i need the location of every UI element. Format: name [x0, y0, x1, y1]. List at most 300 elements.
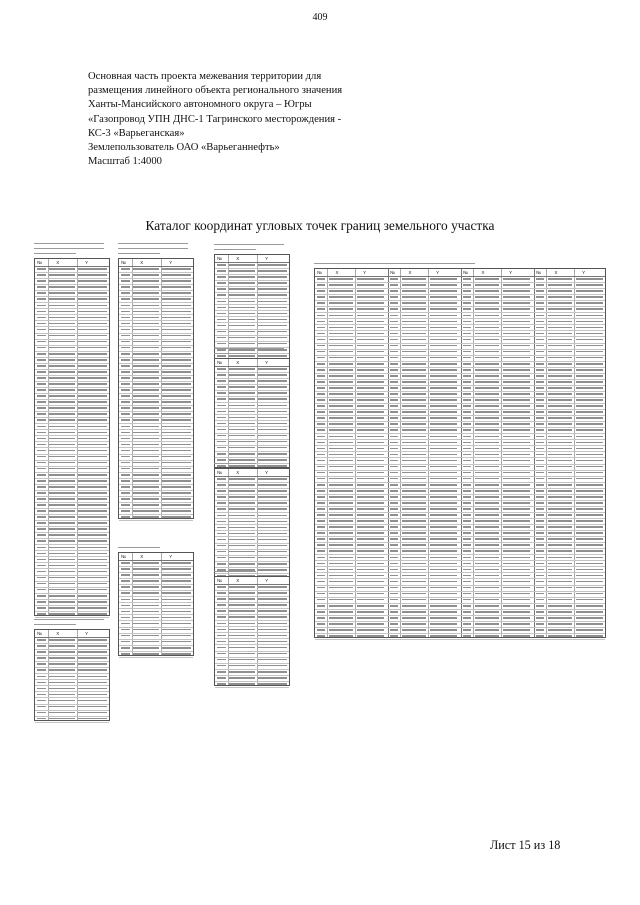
cell-value-illegible [162, 432, 191, 434]
cell-value-illegible [475, 351, 499, 353]
cell-value-illegible [229, 677, 254, 679]
cell-value-illegible [217, 557, 226, 559]
column-header-x: X [408, 270, 412, 275]
cell-value-illegible [357, 454, 385, 456]
cell-value-illegible [503, 581, 531, 583]
cell-value-illegible [503, 351, 531, 353]
cell-value-illegible [475, 278, 499, 280]
cell-value-illegible [402, 569, 426, 571]
cell-value-illegible [49, 335, 74, 337]
cell-value-illegible [329, 417, 353, 419]
cell-value-illegible [121, 480, 130, 482]
cell-value-illegible [548, 599, 572, 601]
cell-value-illegible [37, 492, 46, 494]
cell-value-illegible [78, 426, 107, 428]
cell-value-illegible [37, 468, 46, 470]
cell-value-illegible [430, 429, 458, 431]
cell-value-illegible [37, 559, 46, 561]
cell-value-illegible [49, 450, 74, 452]
cell-value-illegible [49, 589, 74, 591]
cell-value-illegible [463, 399, 472, 401]
cell-value-illegible [548, 429, 572, 431]
cell-value-illegible [430, 508, 458, 510]
caption-stroke [214, 244, 284, 246]
cell-value-illegible [329, 623, 353, 625]
cell-value-illegible [463, 423, 472, 425]
cell-value-illegible [78, 401, 107, 403]
cell-value-illegible [536, 599, 545, 601]
cell-value-illegible [463, 321, 472, 323]
cell-value-illegible [576, 345, 604, 347]
cell-value-illegible [402, 466, 426, 468]
cell-value-illegible [229, 557, 254, 559]
cell-value-illegible [463, 514, 472, 516]
cell-value-illegible [463, 538, 472, 540]
cell-value-illegible [430, 593, 458, 595]
cell-value-illegible [258, 288, 287, 290]
cell-value-illegible [37, 682, 46, 684]
table-row [35, 716, 109, 723]
cell-value-illegible [430, 345, 458, 347]
cell-value-illegible [548, 623, 572, 625]
cell-value-illegible [475, 423, 499, 425]
cell-value-illegible [402, 302, 426, 304]
cell-value-illegible [258, 276, 287, 278]
cell-value-illegible [402, 315, 426, 317]
cell-value-illegible [536, 611, 545, 613]
caption-stroke [34, 253, 76, 255]
cell-value-illegible [37, 329, 46, 331]
cell-value-illegible [357, 538, 385, 540]
cell-value-illegible [475, 411, 499, 413]
cell-value-illegible [133, 438, 158, 440]
cell-value-illegible [229, 484, 254, 486]
cell-value-illegible [390, 623, 399, 625]
cell-value-illegible [317, 557, 326, 559]
cell-value-illegible [390, 333, 399, 335]
cell-value-illegible [78, 712, 107, 714]
cell-value-illegible [329, 460, 353, 462]
cell-value-illegible [229, 447, 254, 449]
cell-value-illegible [317, 454, 326, 456]
cell-value-illegible [503, 327, 531, 329]
cell-value-illegible [430, 460, 458, 462]
cell-value-illegible [229, 288, 254, 290]
cell-value-illegible [258, 307, 287, 309]
cell-value-illegible [133, 305, 158, 307]
cell-value-illegible [317, 290, 326, 292]
cell-value-illegible [37, 540, 46, 542]
cell-value-illegible [357, 290, 385, 292]
table-row [215, 681, 289, 688]
cell-value-illegible [390, 351, 399, 353]
cell-value-illegible [390, 611, 399, 613]
cell-value-illegible [258, 586, 287, 588]
cell-value-illegible [576, 544, 604, 546]
cell-value-illegible [49, 559, 74, 561]
cell-value-illegible [390, 538, 399, 540]
cell-value-illegible [217, 629, 226, 631]
cell-value-illegible [217, 641, 226, 643]
cell-value-illegible [49, 353, 74, 355]
cell-value-illegible [229, 551, 254, 553]
cell-value-illegible [121, 401, 130, 403]
cell-value-illegible [402, 617, 426, 619]
cell-value-illegible [548, 617, 572, 619]
cell-value-illegible [229, 270, 254, 272]
cell-value-illegible [329, 278, 353, 280]
cell-value-illegible [576, 429, 604, 431]
cell-value-illegible [258, 496, 287, 498]
cell-value-illegible [133, 599, 158, 601]
cell-value-illegible [229, 301, 254, 303]
cell-value-illegible [503, 587, 531, 589]
cell-value-illegible [536, 411, 545, 413]
cell-value-illegible [390, 442, 399, 444]
cell-value-illegible [49, 547, 74, 549]
cell-value-illegible [121, 432, 130, 434]
cell-value-illegible [162, 292, 191, 294]
cell-value-illegible [162, 480, 191, 482]
cell-value-illegible [37, 389, 46, 391]
cell-value-illegible [536, 339, 545, 341]
cell-value-illegible [49, 323, 74, 325]
cell-value-illegible [229, 527, 254, 529]
cell-value-illegible [49, 377, 74, 379]
column-header-x: X [335, 270, 339, 275]
cell-value-illegible [258, 665, 287, 667]
cell-value-illegible [37, 456, 46, 458]
cell-value-illegible [503, 569, 531, 571]
cell-value-illegible [390, 502, 399, 504]
cell-value-illegible [217, 490, 226, 492]
cell-value-illegible [217, 368, 226, 370]
cell-value-illegible [357, 321, 385, 323]
cell-value-illegible [475, 448, 499, 450]
cell-value-illegible [536, 369, 545, 371]
cell-value-illegible [576, 315, 604, 317]
cell-value-illegible [317, 496, 326, 498]
cell-value-illegible [329, 387, 353, 389]
cell-value-illegible [37, 383, 46, 385]
cell-value-illegible [217, 539, 226, 541]
cell-value-illegible [317, 599, 326, 601]
cell-value-illegible [78, 280, 107, 282]
cell-value-illegible [402, 284, 426, 286]
cell-value-illegible [463, 448, 472, 450]
cell-value-illegible [37, 547, 46, 549]
cell-value-illegible [475, 315, 499, 317]
cell-value-illegible [317, 520, 326, 522]
cell-value-illegible [37, 553, 46, 555]
cell-value-illegible [49, 280, 74, 282]
cell-value-illegible [317, 387, 326, 389]
cell-value-illegible [536, 387, 545, 389]
cell-value-illegible [503, 599, 531, 601]
cell-value-illegible [37, 292, 46, 294]
cell-value-illegible [78, 676, 107, 678]
header-line: КС-3 «Варьеганская» [88, 127, 185, 139]
cell-value-illegible [430, 635, 458, 637]
cell-value-illegible [121, 474, 130, 476]
cell-value-illegible [78, 718, 107, 720]
cell-value-illegible [229, 319, 254, 321]
cell-value-illegible [229, 647, 254, 649]
cell-value-illegible [430, 478, 458, 480]
cell-value-illegible [402, 484, 426, 486]
cell-value-illegible [217, 502, 226, 504]
cell-value-illegible [503, 635, 531, 637]
cell-value-illegible [576, 538, 604, 540]
cell-value-illegible [548, 490, 572, 492]
cell-value-illegible [317, 448, 326, 450]
cell-value-illegible [357, 617, 385, 619]
cell-value-illegible [49, 712, 74, 714]
column-header-y: Y [265, 578, 269, 583]
cell-value-illegible [37, 700, 46, 702]
cell-value-illegible [133, 359, 158, 361]
cell-value-illegible [475, 563, 499, 565]
column-header-number: № [317, 270, 322, 275]
cell-value-illegible [133, 623, 158, 625]
cell-value-illegible [576, 417, 604, 419]
cell-value-illegible [37, 571, 46, 573]
cell-value-illegible [121, 389, 130, 391]
cell-value-illegible [229, 307, 254, 309]
cell-value-illegible [258, 490, 287, 492]
cell-value-illegible [229, 683, 254, 685]
cell-value-illegible [317, 442, 326, 444]
cell-value-illegible [357, 417, 385, 419]
cell-value-illegible [463, 436, 472, 438]
cell-value-illegible [503, 496, 531, 498]
cell-value-illegible [390, 599, 399, 601]
cell-value-illegible [503, 454, 531, 456]
cell-value-illegible [78, 456, 107, 458]
cell-value-illegible [78, 480, 107, 482]
cell-value-illegible [402, 599, 426, 601]
cell-value-illegible [475, 496, 499, 498]
cell-value-illegible [503, 321, 531, 323]
cell-value-illegible [402, 411, 426, 413]
cell-value-illegible [357, 629, 385, 631]
cell-value-illegible [258, 647, 287, 649]
cell-value-illegible [536, 472, 545, 474]
cell-value-illegible [402, 520, 426, 522]
cell-value-illegible [463, 369, 472, 371]
cell-value-illegible [133, 365, 158, 367]
cell-value-illegible [430, 296, 458, 298]
cell-value-illegible [475, 436, 499, 438]
cell-value-illegible [317, 460, 326, 462]
cell-value-illegible [121, 329, 130, 331]
column-header-y: Y [265, 470, 269, 475]
cell-value-illegible [217, 484, 226, 486]
cell-value-illegible [133, 383, 158, 385]
cell-value-illegible [576, 623, 604, 625]
cell-value-illegible [463, 629, 472, 631]
cell-value-illegible [258, 405, 287, 407]
table-caption [214, 346, 290, 356]
cell-value-illegible [229, 563, 254, 565]
cell-value-illegible [78, 613, 107, 615]
cell-value-illegible [463, 617, 472, 619]
cell-value-illegible [229, 616, 254, 618]
cell-value-illegible [357, 496, 385, 498]
cell-value-illegible [229, 490, 254, 492]
cell-value-illegible [357, 387, 385, 389]
cell-value-illegible [536, 526, 545, 528]
cell-value-illegible [329, 520, 353, 522]
cell-value-illegible [37, 583, 46, 585]
cell-value-illegible [390, 357, 399, 359]
cell-value-illegible [390, 308, 399, 310]
cell-value-illegible [548, 629, 572, 631]
cell-value-illegible [548, 635, 572, 637]
cell-value-illegible [37, 474, 46, 476]
cell-value-illegible [121, 623, 130, 625]
cell-value-illegible [536, 569, 545, 571]
cell-value-illegible [390, 508, 399, 510]
cell-value-illegible [78, 353, 107, 355]
cell-value-illegible [430, 405, 458, 407]
cell-value-illegible [329, 405, 353, 407]
cell-value-illegible [49, 474, 74, 476]
cell-value-illegible [133, 298, 158, 300]
column-header-y: Y [436, 270, 440, 275]
cell-value-illegible [536, 308, 545, 310]
cell-value-illegible [317, 581, 326, 583]
cell-value-illegible [576, 550, 604, 552]
cell-value-illegible [357, 508, 385, 510]
cell-value-illegible [475, 417, 499, 419]
cell-value-illegible [229, 592, 254, 594]
cell-value-illegible [217, 635, 226, 637]
cell-value-illegible [548, 526, 572, 528]
cell-value-illegible [121, 516, 130, 518]
cell-value-illegible [229, 386, 254, 388]
cell-value-illegible [317, 544, 326, 546]
cell-value-illegible [463, 351, 472, 353]
cell-value-illegible [317, 550, 326, 552]
cell-value-illegible [49, 426, 74, 428]
cell-value-illegible [329, 296, 353, 298]
cell-value-illegible [357, 635, 385, 637]
cell-value-illegible [536, 405, 545, 407]
cell-value-illegible [217, 429, 226, 431]
cell-value-illegible [121, 617, 130, 619]
cell-value-illegible [548, 333, 572, 335]
cell-value-illegible [536, 315, 545, 317]
cell-value-illegible [357, 599, 385, 601]
cell-value-illegible [548, 339, 572, 341]
cell-value-illegible [357, 484, 385, 486]
cell-value-illegible [576, 423, 604, 425]
cell-value-illegible [37, 639, 46, 641]
cell-value-illegible [317, 429, 326, 431]
cell-value-illegible [49, 444, 74, 446]
cell-value-illegible [49, 657, 74, 659]
cell-value-illegible [49, 607, 74, 609]
cell-value-illegible [121, 592, 130, 594]
caption-stroke [214, 463, 256, 465]
cell-value-illegible [402, 363, 426, 365]
cell-value-illegible [133, 426, 158, 428]
cell-value-illegible [258, 417, 287, 419]
cell-value-illegible [430, 357, 458, 359]
cell-value-illegible [37, 712, 46, 714]
cell-value-illegible [548, 405, 572, 407]
cell-value-illegible [49, 498, 74, 500]
cell-value-illegible [430, 502, 458, 504]
cell-value-illegible [49, 534, 74, 536]
cell-value-illegible [402, 405, 426, 407]
cell-value-illegible [78, 444, 107, 446]
cell-value-illegible [463, 478, 472, 480]
cell-value-illegible [162, 341, 191, 343]
cell-value-illegible [78, 268, 107, 270]
cell-value-illegible [503, 532, 531, 534]
cell-value-illegible [475, 284, 499, 286]
cell-value-illegible [430, 629, 458, 631]
cell-value-illegible [49, 639, 74, 641]
cell-value-illegible [430, 496, 458, 498]
cell-value-illegible [576, 290, 604, 292]
cell-value-illegible [390, 315, 399, 317]
cell-value-illegible [576, 339, 604, 341]
cell-value-illegible [162, 335, 191, 337]
cell-value-illegible [463, 526, 472, 528]
cell-value-illegible [121, 365, 130, 367]
cell-value-illegible [402, 393, 426, 395]
cell-value-illegible [162, 562, 191, 564]
cell-value-illegible [463, 387, 472, 389]
cell-value-illegible [475, 593, 499, 595]
cell-value-illegible [37, 688, 46, 690]
cell-value-illegible [217, 647, 226, 649]
cell-value-illegible [503, 617, 531, 619]
cell-value-illegible [536, 557, 545, 559]
cell-value-illegible [430, 393, 458, 395]
cell-value-illegible [37, 613, 46, 615]
cell-value-illegible [576, 557, 604, 559]
cell-value-illegible [463, 532, 472, 534]
cell-value-illegible [390, 278, 399, 280]
cell-value-illegible [49, 700, 74, 702]
cell-value-illegible [475, 587, 499, 589]
cell-value-illegible [133, 450, 158, 452]
cell-value-illegible [329, 375, 353, 377]
cell-value-illegible [430, 587, 458, 589]
cell-value-illegible [37, 595, 46, 597]
cell-value-illegible [78, 468, 107, 470]
cell-value-illegible [37, 694, 46, 696]
cell-value-illegible [217, 282, 226, 284]
cell-value-illegible [49, 718, 74, 720]
cell-value-illegible [37, 577, 46, 579]
cell-value-illegible [258, 521, 287, 523]
cell-value-illegible [503, 538, 531, 540]
cell-value-illegible [329, 490, 353, 492]
cell-value-illegible [121, 323, 130, 325]
cell-value-illegible [430, 387, 458, 389]
cell-value-illegible [121, 568, 130, 570]
cell-value-illegible [162, 498, 191, 500]
cell-value-illegible [37, 663, 46, 665]
cell-value-illegible [390, 321, 399, 323]
cell-value-illegible [430, 617, 458, 619]
cell-value-illegible [317, 617, 326, 619]
